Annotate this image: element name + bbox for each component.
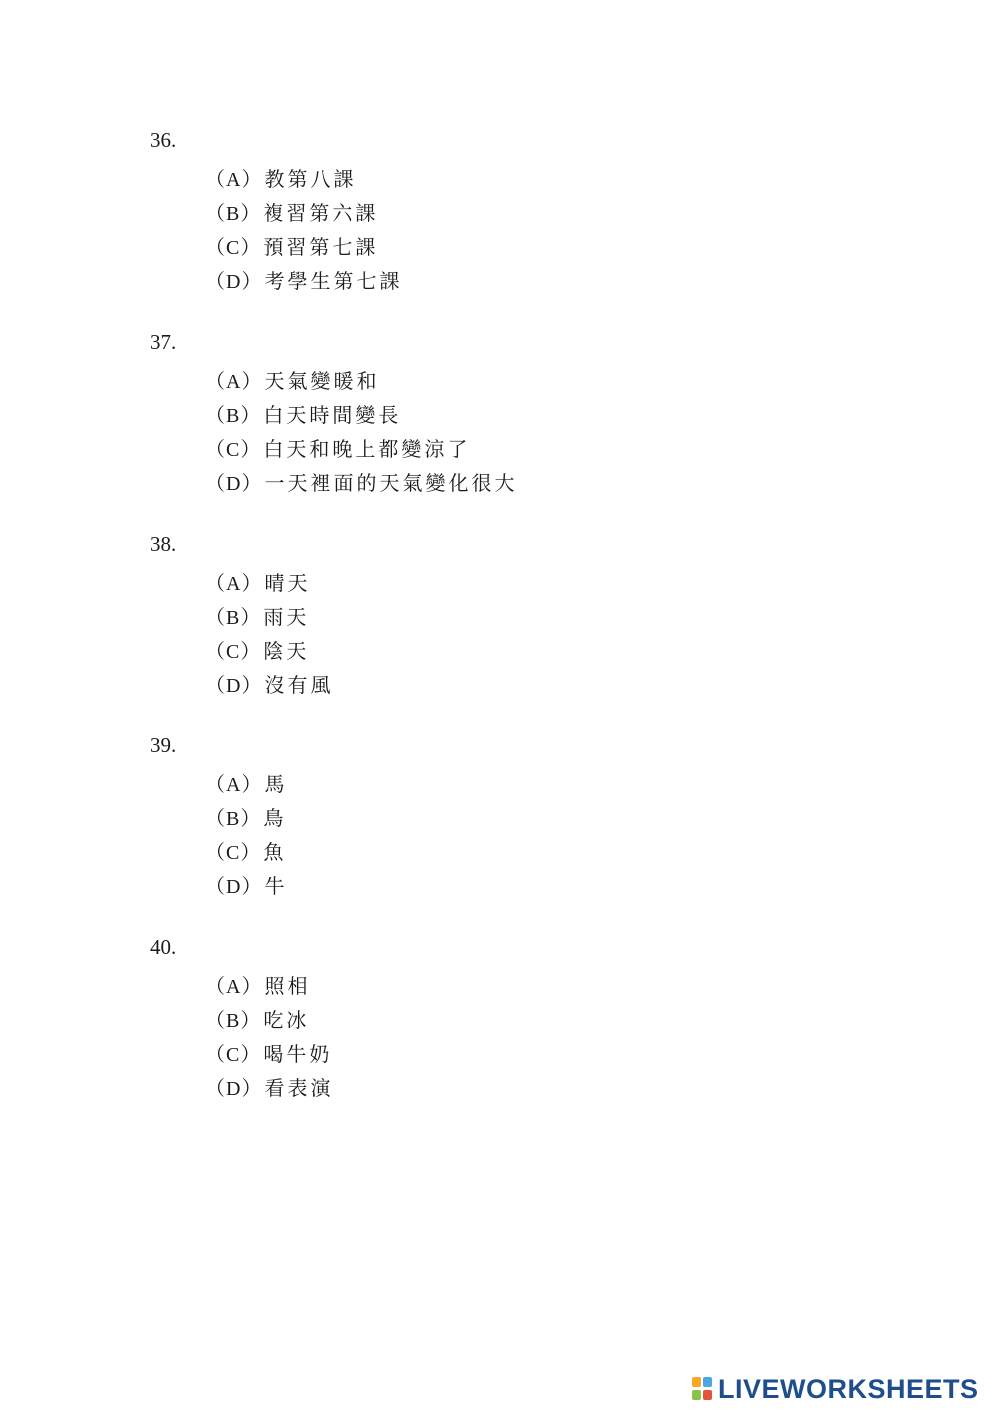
option-letter: （D）: [205, 876, 263, 898]
option-letter: （C）: [205, 237, 262, 259]
option-list: [205, 162, 850, 298]
liveworksheets-brand[interactable]: [692, 1373, 979, 1405]
option-letter: （A）: [205, 371, 263, 393]
option-a[interactable]: [205, 364, 850, 398]
option-text: 陰天: [263, 639, 310, 663]
option-letter: （A）: [205, 169, 263, 191]
option-list: [205, 767, 850, 903]
option-letter: （A）: [205, 976, 263, 998]
option-text: 一天裡面的天氣變化很大: [264, 471, 518, 495]
option-text: 吃冰: [263, 1008, 310, 1032]
option-a[interactable]: [205, 566, 850, 600]
option-text: 喝牛奶: [263, 1042, 333, 1066]
option-d[interactable]: [205, 668, 850, 702]
question-40: [150, 935, 850, 1105]
option-letter: （B）: [205, 1010, 262, 1032]
option-c[interactable]: [205, 835, 850, 869]
option-b[interactable]: [205, 196, 850, 230]
option-text: 考學生第七課: [264, 269, 403, 293]
option-text: 看表演: [264, 1076, 334, 1100]
option-a[interactable]: [205, 969, 850, 1003]
question-38: [150, 532, 850, 702]
option-letter: （B）: [205, 808, 262, 830]
option-letter: （D）: [205, 1078, 263, 1100]
option-letter: （C）: [205, 842, 262, 864]
brand-name: LIVEWORKSHEETS: [718, 1373, 979, 1404]
option-text: 教第八課: [264, 167, 357, 191]
option-b[interactable]: [205, 398, 850, 432]
option-letter: （C）: [205, 641, 262, 663]
option-text: 馬: [264, 772, 288, 796]
option-letter: （D）: [205, 675, 263, 697]
option-text: 牛: [264, 874, 288, 898]
question-36: [150, 128, 850, 298]
option-b[interactable]: [205, 1003, 850, 1037]
option-a[interactable]: [205, 162, 850, 196]
question-number: 39.: [150, 733, 177, 757]
option-c[interactable]: [205, 230, 850, 264]
option-text: 晴天: [264, 571, 311, 595]
option-letter: （B）: [205, 405, 262, 427]
option-list: [205, 566, 850, 702]
option-text: 預習第七課: [263, 235, 379, 259]
option-text: 複習第六課: [263, 201, 379, 225]
option-c[interactable]: [205, 432, 850, 466]
option-c[interactable]: [205, 1037, 850, 1071]
option-d[interactable]: [205, 264, 850, 298]
question-39: [150, 733, 850, 903]
option-text: 沒有風: [264, 673, 334, 697]
option-c[interactable]: [205, 634, 850, 668]
option-list: [205, 969, 850, 1105]
option-d[interactable]: [205, 466, 850, 500]
option-d[interactable]: [205, 1071, 850, 1105]
option-letter: （B）: [205, 203, 262, 225]
option-letter: （D）: [205, 473, 263, 495]
option-text: 雨天: [263, 605, 310, 629]
option-letter: （B）: [205, 607, 262, 629]
option-text: 魚: [263, 840, 287, 864]
option-a[interactable]: [205, 767, 850, 801]
option-text: 鳥: [263, 806, 287, 830]
question-number: 38.: [150, 532, 177, 556]
option-text: 照相: [264, 974, 311, 998]
question-number: 37.: [150, 330, 177, 354]
question-number: 36.: [150, 128, 177, 152]
option-letter: （A）: [205, 774, 263, 796]
option-letter: （C）: [205, 439, 262, 461]
question-number: 40.: [150, 935, 177, 959]
option-text: 白天時間變長: [263, 403, 402, 427]
question-37: [150, 330, 850, 500]
option-text: 天氣變暖和: [264, 369, 380, 393]
option-b[interactable]: [205, 600, 850, 634]
option-b[interactable]: [205, 801, 850, 835]
option-text: 白天和晚上都變涼了: [263, 437, 471, 461]
liveworksheets-logo-icon: [692, 1376, 714, 1402]
option-letter: （A）: [205, 573, 263, 595]
option-d[interactable]: [205, 869, 850, 903]
option-list: [205, 364, 850, 500]
option-letter: （C）: [205, 1044, 262, 1066]
option-letter: （D）: [205, 271, 263, 293]
